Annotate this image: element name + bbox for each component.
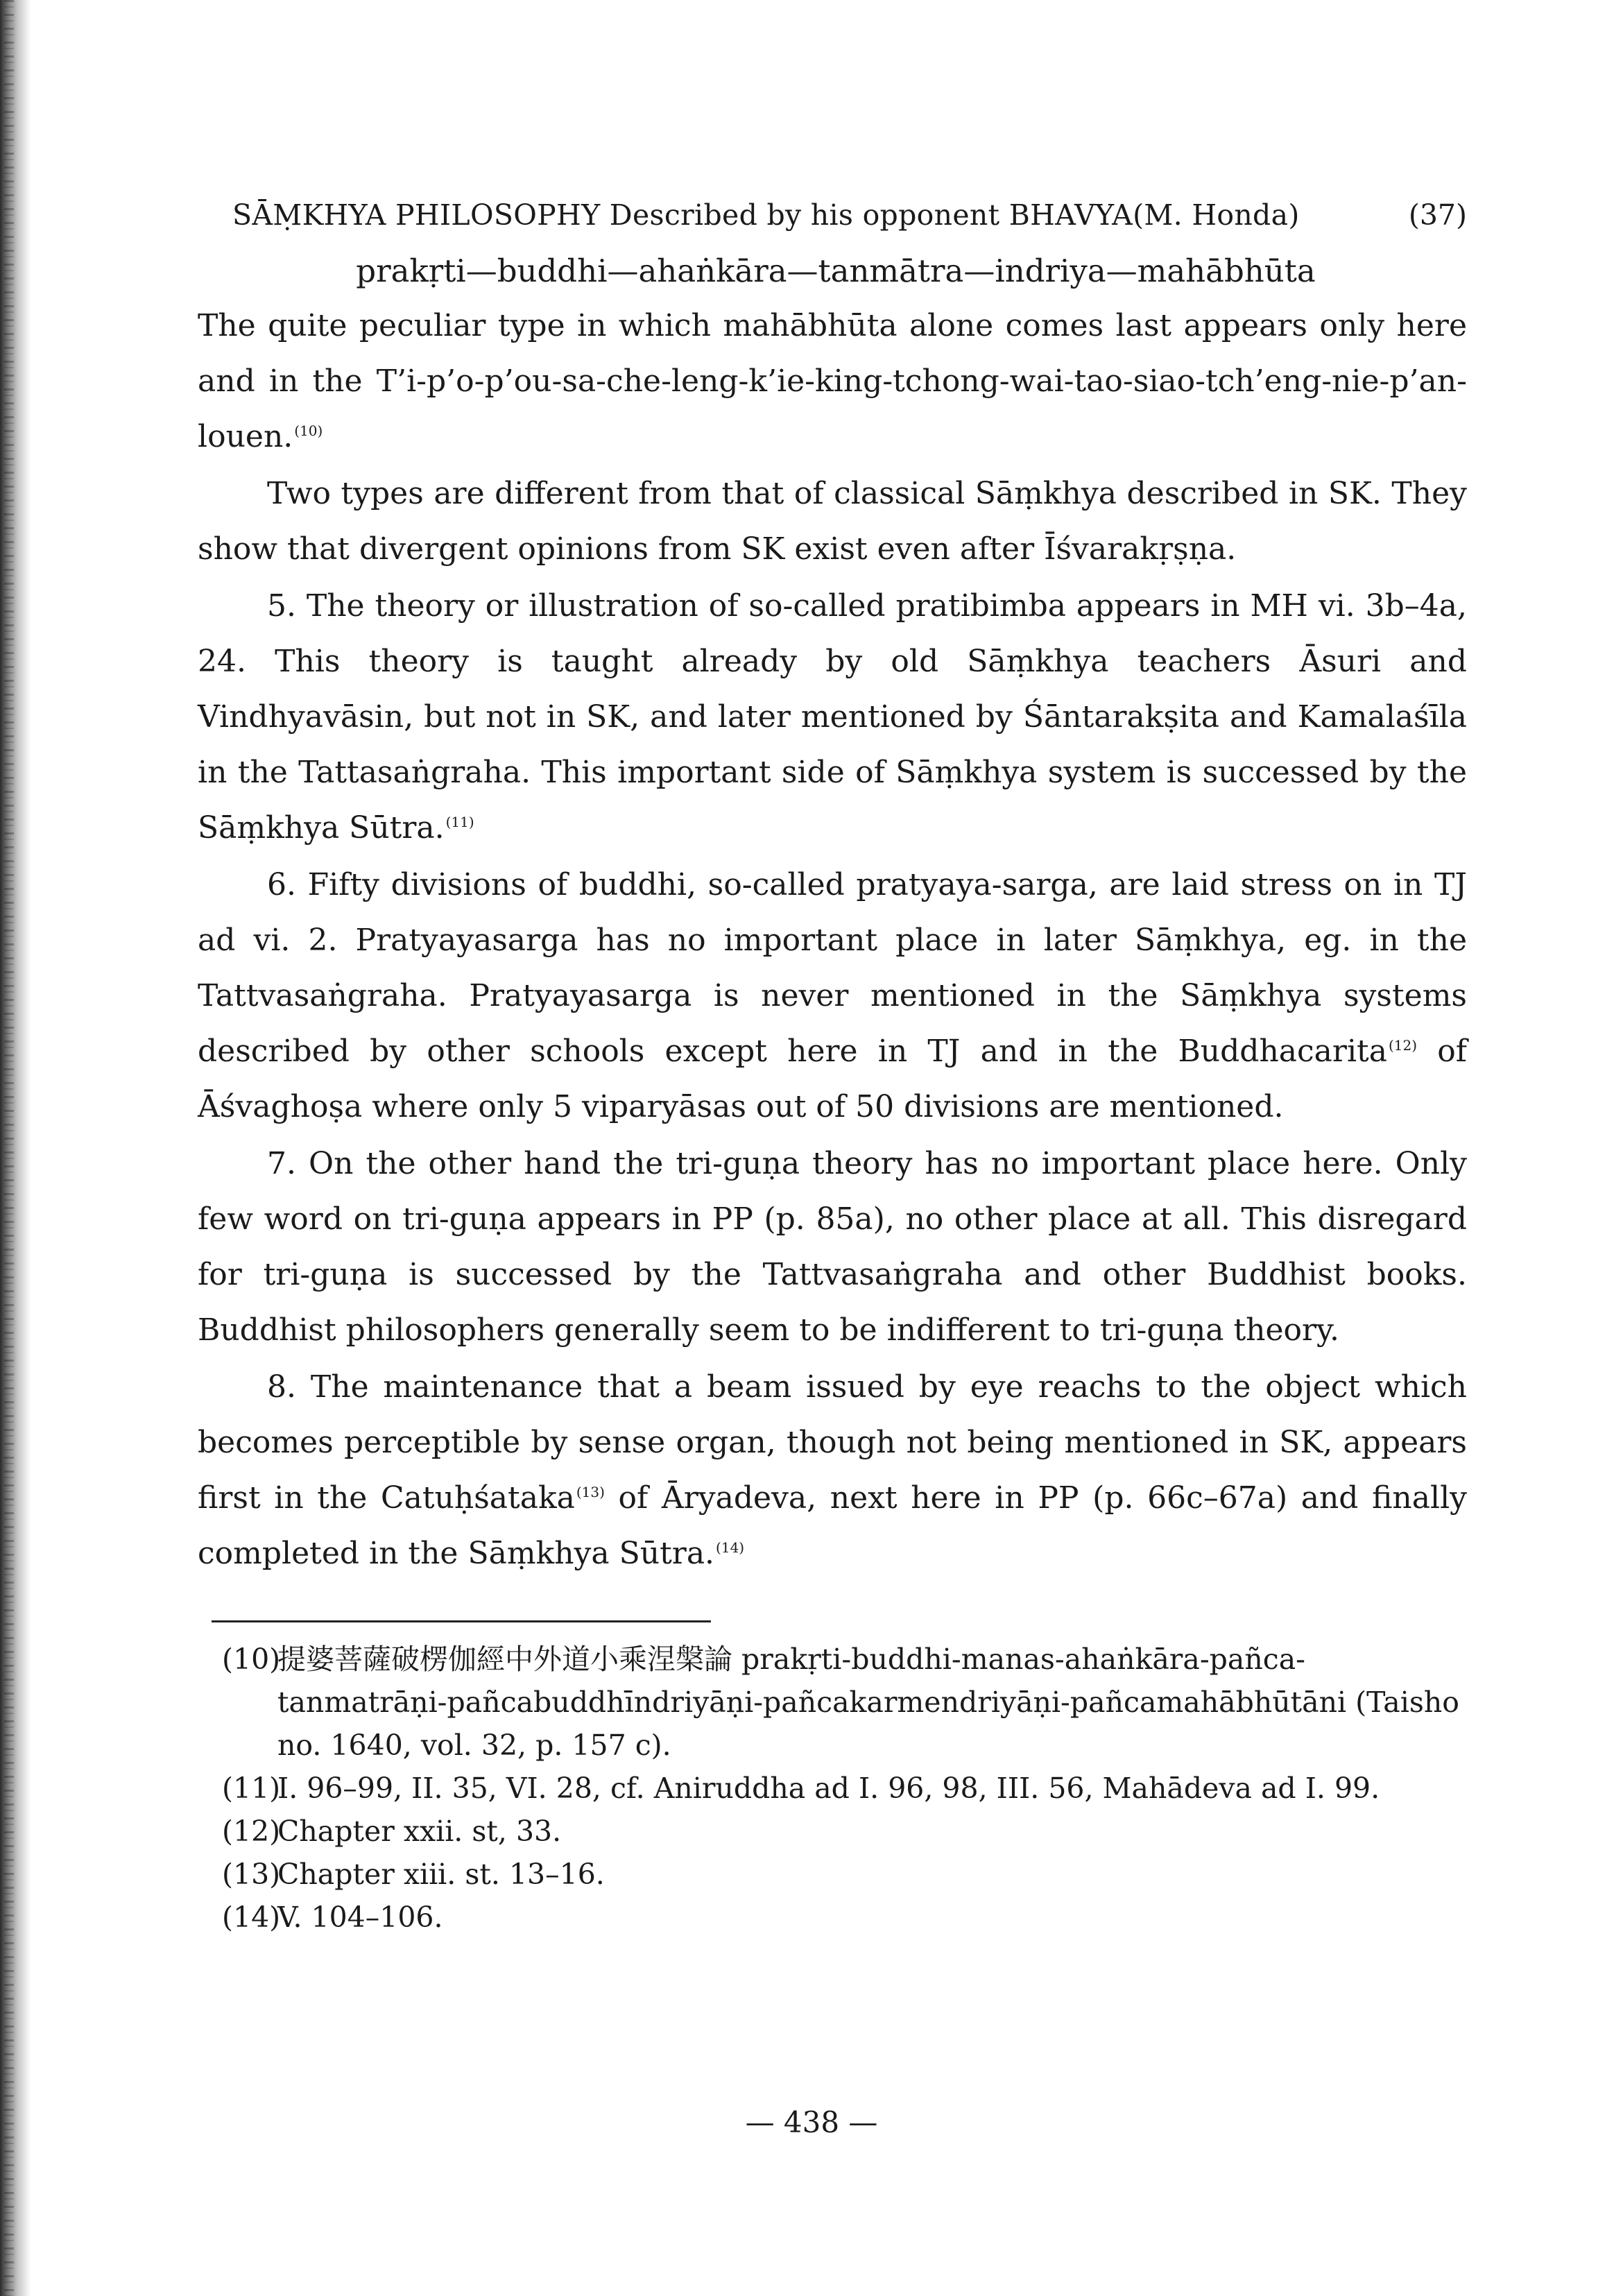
footnote-text: Chapter xxii. st, 33. [277,1815,562,1848]
footnote-number: (11) [222,1772,281,1805]
footnote-item [198,1853,1467,1896]
footnote-item [198,1896,1467,1939]
paragraph-text: The quite peculiar type in which mahābhūta alone comes last appears only here and in the T’i-p’o-p’ou-sa-che-leng-k’ie-king-tchong-wai-tao-siao-tch’eng-nie-p’an-louen. [198,308,1467,454]
paragraph [198,579,1467,856]
footnote-number: (14) [222,1901,281,1934]
footnote-item [198,1767,1467,1810]
footnote-number: (12) [222,1815,281,1848]
footnote-number: (13) [222,1858,281,1891]
footnote-text: 提婆菩薩破楞伽經中外道小乘涅槃論 prakṛti-buddhi-manas-ahaṅkāra-pañca-tanmatrāṇi-pañcabuddhīndriyāṇi-pañcakarmendriyāṇi-pañcamahābhūtāni (Taisho no. 1640, vol. 32, p. 157 c). [277,1643,1459,1762]
footnote-number: (10) [222,1643,281,1676]
page-content [198,194,1467,1939]
paragraph-text: 5. The theory or illustration of so-called pratibimba appears in MH vi. 3b–4a, 24. This theory is taught already by old Sāṃkhya teachers Āsuri and Vindhyavāsin, but not in SK, and later mentioned by Śāntarakṣita and Kamalaśīla in the Tattasaṅgraha. This important side of Sāṃkhya system is successed by the Sāṃkhya Sūtra. [198,588,1467,846]
paragraph-text: Two types are different from that of classical Sāṃkhya described in SK. They show that divergent opinions from SK exist even after Īśvarakṛṣṇa. [198,476,1467,567]
footnote-text: I. 96–99, II. 35, VI. 28, cf. Aniruddha ad I. 96, 98, III. 56, Mahādeva ad I. 99. [277,1772,1380,1805]
running-header [232,194,1467,236]
running-header-title: SĀṂKHYA PHILOSOPHY Described by his opponent BHAVYA(M. Honda) [232,198,1300,232]
paragraph-text: 8. The maintenance that a beam issued by eye reachs to the object which becomes perceptible by sense organ, though not being mentioned in SK, appears first in the Catuḥśataka [198,1369,1467,1516]
formula-line: prakṛti—buddhi—ahaṅkāra—tanmātra—indriya—mahābhūta [356,252,1316,289]
paragraph-text: 6. Fifty divisions of buddhi, so-called pratyaya-sarga, are laid stress on in TJ ad vi. 2. Pratyayasarga has no important place in later Sāṃkhya, eg. in the Tattvasaṅgraha. Pratyayasarga is never mentioned in the Sāṃkhya systems described by other schools except here in TJ and in the Buddhacarita [198,867,1467,1069]
scan-binding-edge [0,0,31,2296]
footnote-marker: (10) [294,422,323,440]
footnote-text: V. 104–106. [277,1901,443,1934]
paragraph [198,1136,1467,1358]
footnote-item [198,1810,1467,1853]
paragraph [198,298,1467,465]
paragraph [198,857,1467,1135]
footnote-text: Chapter xiii. st. 13–16. [277,1858,605,1891]
footnotes [198,1638,1467,1939]
footnote-marker: (11) [445,814,474,831]
running-header-page-ref: (37) [1408,198,1467,232]
paragraph-text: of Āryadeva, next here in PP (p. 66c–67a) and finally completed in the Sāṃkhya Sūtra. [198,1480,1467,1571]
paragraph-text: 7. On the other hand the tri-guṇa theory has no important place here. Only few word on tri-guṇa appears in PP (p. 85a), no other place at all. This disregard for tri-guṇa is successed by the Tattvasaṅgraha and other Buddhist books. Buddhist philosophers generally seem to be indifferent to tri-guṇa theory. [198,1146,1467,1348]
footnote-rule [212,1620,711,1622]
body-text [198,298,1467,1582]
footnote-marker: (14) [716,1539,745,1557]
page-number: — 438 — [745,2105,878,2139]
paragraph [198,466,1467,577]
footnote-marker: (13) [576,1484,605,1501]
paragraph [198,1360,1467,1582]
paragraph-text: of Āśvaghoṣa where only 5 viparyāsas out of 50 divisions are mentioned. [198,1034,1467,1124]
footnote-marker: (12) [1388,1037,1417,1054]
footnote-item [198,1638,1467,1767]
